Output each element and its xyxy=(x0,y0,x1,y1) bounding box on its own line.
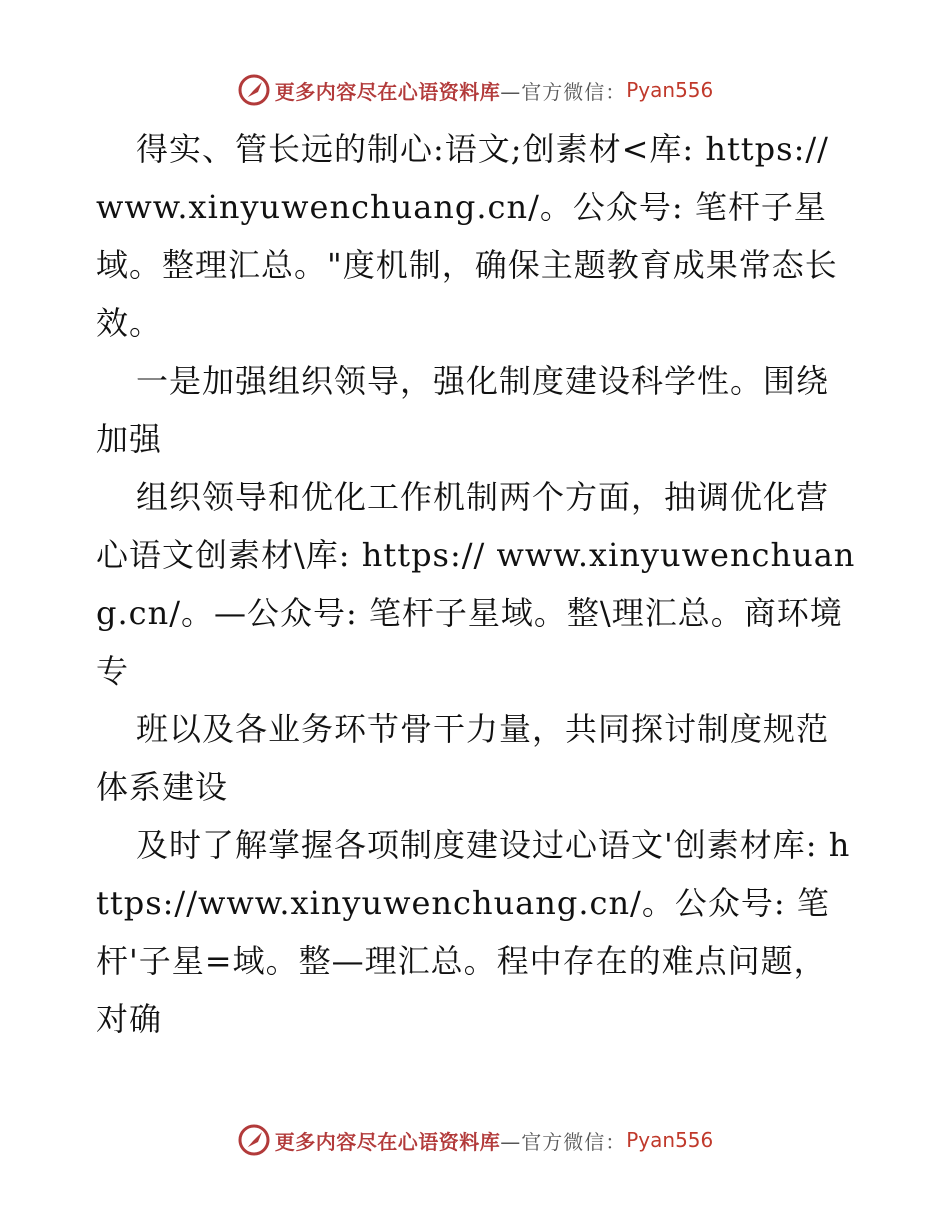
banner-title: 更多内容尽在心语资料库 xyxy=(274,1129,501,1154)
banner-wechat-label: —官方微信： xyxy=(500,1129,627,1154)
quill-logo-icon xyxy=(237,73,271,107)
quill-logo-icon xyxy=(237,1123,271,1157)
footer-banner xyxy=(0,1120,950,1160)
header-banner xyxy=(0,70,950,110)
banner-wechat-id: Pyan556 xyxy=(626,78,714,102)
paragraph: 一是加强组织领导，强化制度建设科学性。围绕加强 xyxy=(96,362,830,458)
paragraph: 组织领导和优化工作机制两个方面，抽调优化营心语文创素材\库: https:// www.xinyuwenchuang.cn/。—公众号: 笔杆子星域。整\理汇总。商环境专 xyxy=(96,478,856,690)
paragraph: 班以及各业务环节骨干力量，共同探讨制度规范体系建设 xyxy=(96,710,830,806)
paragraph: 得实、管长远的制心:语文;创素材<库: https://www.xinyuwenchuang.cn/。公众号: 笔杆子星域。整理汇总。"度机制，确保主题教育成果常态长效。 xyxy=(96,130,838,342)
banner-title: 更多内容尽在心语资料库 xyxy=(274,79,501,104)
document-body xyxy=(96,120,856,1048)
paragraph: 及时了解掌握各项制度建设过心语文'创素材库: https://www.xinyuwenchuang.cn/。公众号: 笔杆'子星=域。整—理汇总。程中存在的难点问题，对确 xyxy=(96,826,851,1038)
banner-wechat-label: —官方微信： xyxy=(500,79,627,104)
banner-wechat-id: Pyan556 xyxy=(626,1128,714,1152)
